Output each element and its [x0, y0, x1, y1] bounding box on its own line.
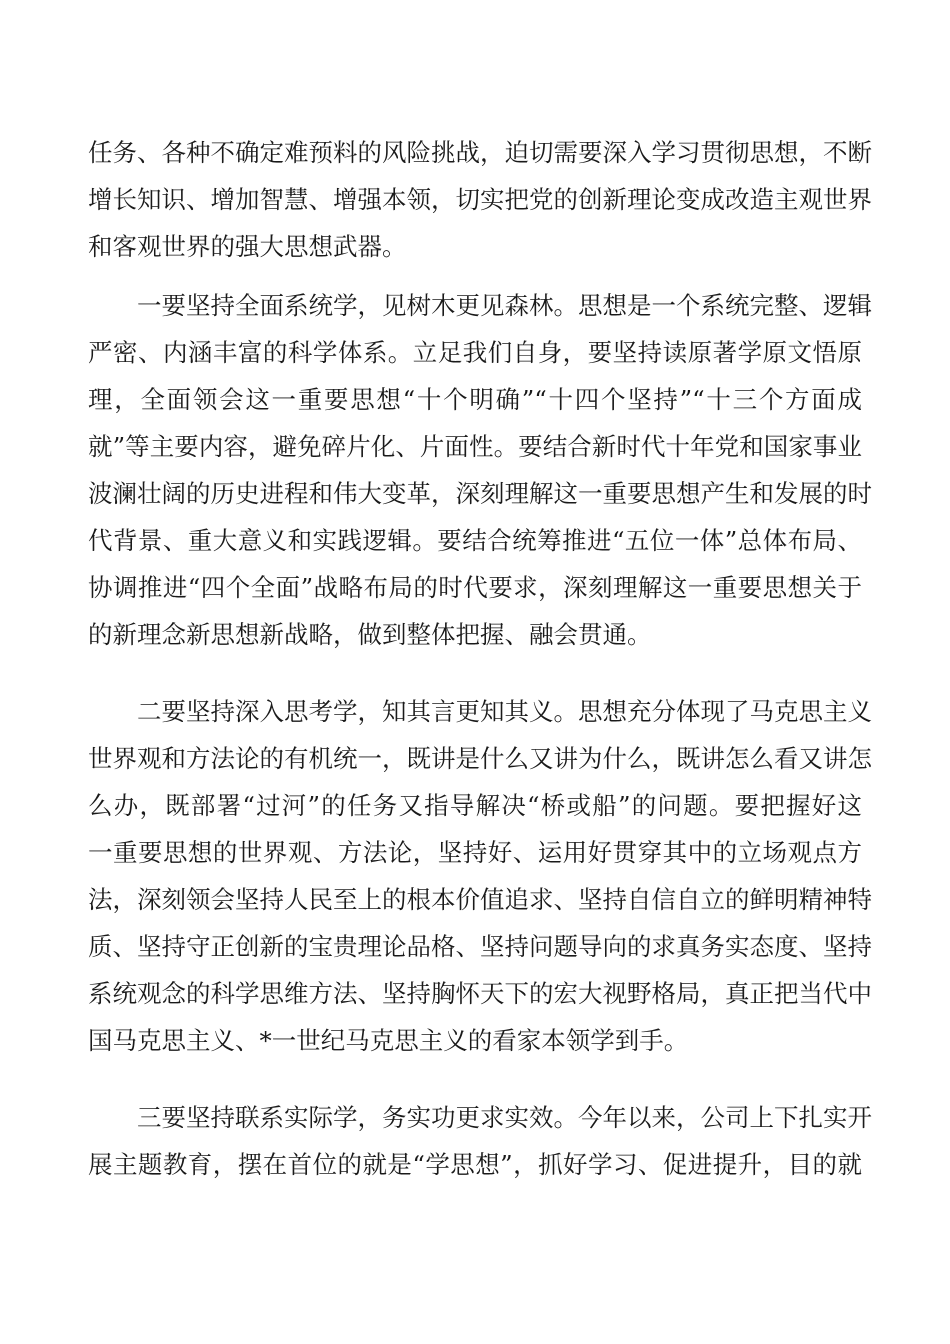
paragraph-2-line-8: 的新理念新思想新战略，做到整体把握、融会贯通。 — [88, 620, 652, 649]
paragraph-2-line-3: 理，全面领会这一重要思想“十个明确”“十四个坚持”“十三个方面成 — [88, 385, 862, 414]
paragraph-3-line-1: 二要坚持深入思考学，知其言更知其义。思想充分体现了马克思主义 — [137, 697, 872, 726]
paragraph-2-line-5: 波澜壮阔的历史进程和伟大变革，深刻理解这一重要思想产生和发展的时 — [88, 479, 872, 508]
paragraph-3-line-3: 么办，既部署“过河”的任务又指导解决“桥或船”的问题。要把握好这 — [88, 791, 862, 820]
paragraph-2-line-1: 一要坚持全面系统学，见树木更见森林。思想是一个系统完整、逻辑 — [137, 291, 872, 320]
paragraph-3-line-5: 法，深刻领会坚持人民至上的根本价值追求、坚持自信自立的鲜明精神特 — [88, 885, 872, 914]
paragraph-3-line-8: 国马克思主义、*一世纪马克思主义的看家本领学到手。 — [88, 1026, 689, 1055]
paragraph-2-line-4: 就”等主要内容，避免碎片化、片面性。要结合新时代十年党和国家事业 — [88, 432, 862, 461]
paragraph-3-line-6: 质、坚持守正创新的宝贵理论品格、坚持问题导向的求真务实态度、坚持 — [88, 932, 872, 961]
paragraph-1-line-2: 增长知识、增加智慧、增强本领，切实把党的创新理论变成改造主观世界 — [88, 185, 872, 214]
paragraph-1-line-1: 任务、各种不确定难预料的风险挑战，迫切需要深入学习贯彻思想，不断 — [88, 138, 872, 167]
paragraph-4-line-2: 展主题教育，摆在首位的就是“学思想”，抓好学习、促进提升，目的就 — [88, 1150, 862, 1179]
paragraph-1-line-3: 和客观世界的强大思想武器。 — [88, 232, 407, 261]
paragraph-2-line-6: 代背景、重大意义和实践逻辑。要结合统筹推进“五位一体”总体布局、 — [88, 526, 862, 555]
paragraph-3-line-4: 一重要思想的世界观、方法论，坚持好、运用好贯穿其中的立场观点方 — [88, 838, 862, 867]
paragraph-2-line-2: 严密、内涵丰富的科学体系。立足我们自身，要坚持读原著学原文悟原 — [88, 338, 862, 367]
paragraph-4-line-1: 三要坚持联系实际学，务实功更求实效。今年以来，公司上下扎实开 — [137, 1103, 872, 1132]
paragraph-3-line-2: 世界观和方法论的有机统一，既讲是什么又讲为什么，既讲怎么看又讲怎 — [88, 744, 872, 773]
paragraph-3-line-7: 系统观念的科学思维方法、坚持胸怀天下的宏大视野格局，真正把当代中 — [88, 979, 872, 1008]
paragraph-2-line-7: 协调推进“四个全面”战略布局的时代要求，深刻理解这一重要思想关于 — [88, 573, 862, 602]
